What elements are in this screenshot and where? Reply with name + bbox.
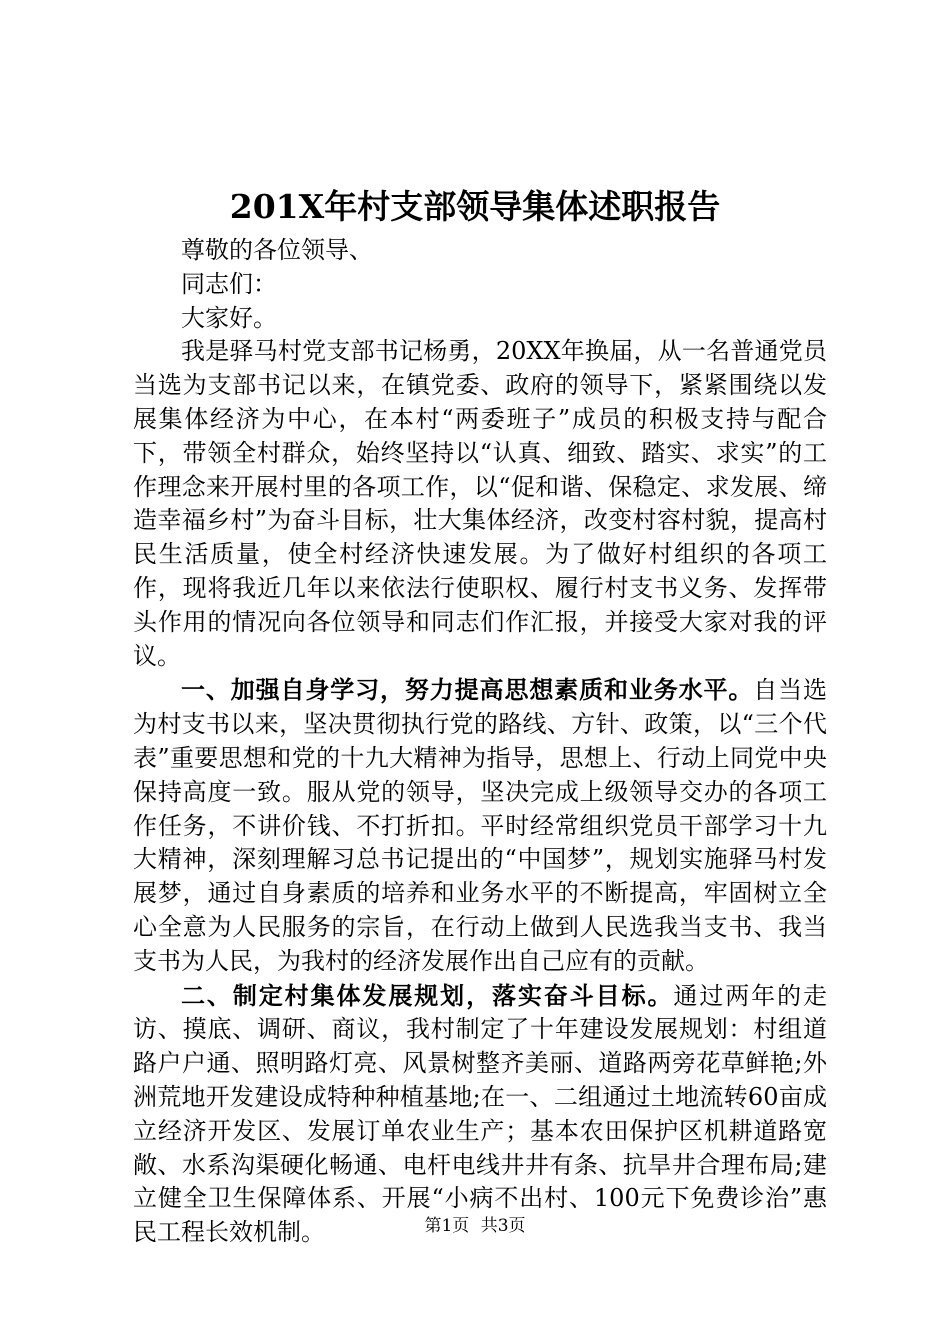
document-title: 201X年村支部领导集体述职报告	[229, 187, 721, 226]
intro-paragraph: 我是驿马村党支部书记杨勇，20XX年换届，从一名普通党员当选为支部书记以来，在镇党委、政府的领导下，紧紧围绕以发展集体经济为中心，在本村“两委班子”成员的积极支持与配合下，带领全村群众，始终坚持以“认真、细致、踏实、求实”的工作理念来开展村里的各项工作，以“促和谐、保稳定、求发展、缔造幸福乡村”为奋斗目标，壮大集体经济，改变村容村貌，提高村民生活质量，使全村经济快速发展。为了做好村组织的各项工作，现将我近几年以来依法行使职权、履行村支书义务、发挥带头作用的情况向各位领导和同志们作汇报，并接受大家对我的评议。	[133, 337, 827, 670]
section-text: 通过两年的走访、摸底、调研、商议，我村制定了十年建设发展规划：村组道路户户通、照明路灯亮、风景树整齐美丽、道路两旁花草鲜艳;外洲荒地开发建设成特种种植基地;在一、二组通过土地流转60亩成立经济开发区、发展订单农业生产；基本农田保护区机耕道路宽敞、水系沟渠硬化畅通、电杆电线井井有条、抗旱井合理布局;建立健全卫生保障体系、开展“小病不出村、100元下免费诊治”惠民工程长效机制。	[133, 981, 828, 1247]
section-text: 自当选为村支书以来，坚决贯彻执行党的路线、方针、政策，以“三个代表”重要思想和党的十九大精神为指导，思想上、行动上同党中央保持高度一致。服从党的领导，坚决完成上级领导交办的各项工作任务，不讲价钱、不打折扣。平时经常组织党员干部学习十九大精神，深刻理解习总书记提出的“中国梦”，规划实施驿马村发展梦，通过自身素质的培养和业务水平的不断提高，牢固树立全心全意为人民服务的宗旨，在行动上做到人民选我当支书、我当支书为人民，为我村的经济发展作出自己应有的贡献。	[133, 676, 828, 975]
greeting-line: 同志们：	[181, 269, 277, 298]
greeting-line: 尊敬的各位领导、	[181, 236, 373, 264]
document-body	[133, 234, 827, 1250]
section-paragraph	[133, 979, 827, 1250]
page-footer	[0, 1214, 950, 1238]
greeting-line: 大家好。	[181, 303, 277, 332]
section-heading: 二、制定村集体发展规划，落实奋斗目标。	[181, 980, 674, 1010]
page-number: 第1页	[424, 1216, 470, 1236]
section-paragraph	[133, 673, 827, 978]
page-total: 共3页	[480, 1216, 526, 1236]
section-heading: 一、加强自身学习，努力提高思想素质和业务水平。	[181, 675, 754, 705]
